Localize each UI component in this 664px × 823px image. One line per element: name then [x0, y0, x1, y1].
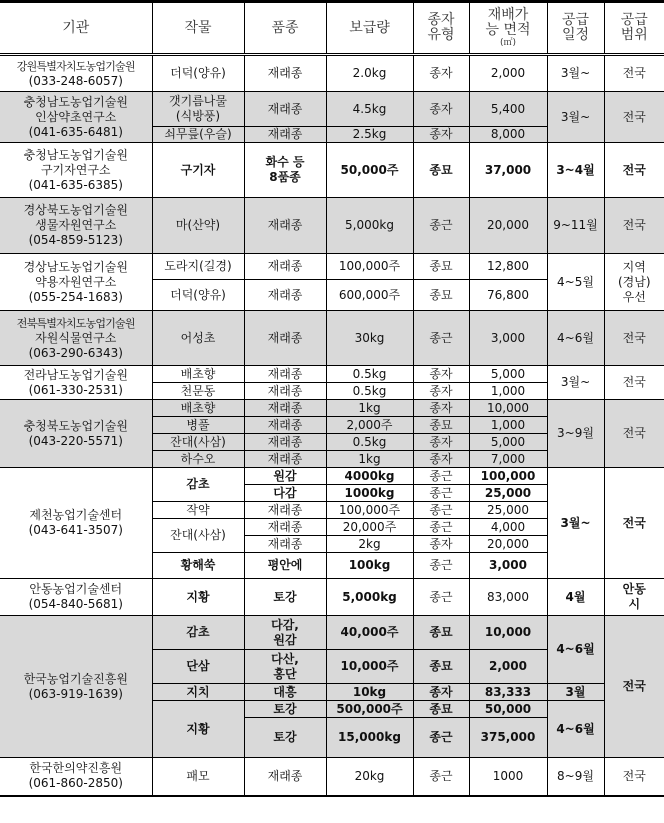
scope-cell: 전국 — [604, 198, 664, 254]
agency-cell — [0, 198, 152, 254]
type-cell: 종근 — [413, 468, 469, 485]
variety-cell: 다감 — [244, 485, 326, 502]
variety-cell: 재래종 — [244, 198, 326, 254]
variety-line1: 다감, — [271, 617, 299, 632]
variety-cell — [244, 650, 326, 684]
scope-cell: 전국 — [604, 616, 664, 758]
crop-cell: 천문동 — [152, 383, 244, 400]
scope-line2: (경남) — [617, 274, 651, 289]
type-cell: 종자 — [413, 451, 469, 468]
header-schedule-line2: 일정 — [561, 27, 590, 43]
variety-cell: 토강 — [244, 701, 326, 718]
schedule-cell: 4~6월 — [547, 701, 604, 758]
agency-subname: 자원식물연구소 — [35, 330, 117, 345]
agency-tel: (043-641-3507) — [28, 523, 123, 537]
header-crop: 작물 — [152, 2, 244, 55]
variety-cell: 재래종 — [244, 502, 326, 519]
type-cell: 종근 — [413, 553, 469, 579]
variety-cell: 재래종 — [244, 451, 326, 468]
variety-cell: 재래종 — [244, 55, 326, 92]
amount-cell: 10,000주 — [326, 650, 413, 684]
area-cell: 50,000 — [469, 701, 547, 718]
agency-cell — [0, 468, 152, 579]
crop-cell: 지황 — [152, 701, 244, 758]
agency-cell — [0, 311, 152, 366]
scope-cell — [604, 254, 664, 311]
header-agency: 기관 — [0, 2, 152, 55]
type-cell: 종묘 — [413, 143, 469, 198]
variety-line2: 홍단 — [273, 666, 297, 681]
type-cell: 종자 — [413, 55, 469, 92]
header-scope-line2: 범위 — [620, 27, 648, 43]
agency-name: 충청남도농업기술원 — [23, 94, 128, 109]
agency-name: 전라남도농업기술원 — [23, 367, 128, 382]
agency-name: 경상남도농업기술원 — [23, 259, 128, 274]
amount-cell: 1000kg — [326, 485, 413, 502]
area-cell: 1,000 — [469, 417, 547, 434]
type-cell: 종근 — [413, 485, 469, 502]
crop-cell — [152, 92, 244, 127]
type-cell: 종묘 — [413, 280, 469, 311]
variety-cell: 재래종 — [244, 366, 326, 383]
agency-subname: 약용자원연구소 — [35, 274, 117, 289]
variety-cell: 토강 — [244, 718, 326, 758]
agency-cell — [0, 400, 152, 468]
area-cell: 12,800 — [469, 254, 547, 280]
crop-cell: 감초 — [152, 616, 244, 650]
type-cell: 종근 — [413, 579, 469, 616]
amount-cell: 0.5kg — [326, 434, 413, 451]
agency-cell — [0, 254, 152, 311]
amount-cell: 4.5kg — [326, 92, 413, 127]
crop-cell: 마(산약) — [152, 198, 244, 254]
agency-tel: (041-635-6481) — [28, 124, 123, 139]
schedule-cell: 4~6월 — [547, 616, 604, 684]
variety-line1: 화수 등 — [265, 155, 305, 169]
table-row — [0, 254, 664, 280]
header-area — [469, 2, 547, 55]
variety-cell — [244, 143, 326, 198]
header-area-unit: (㎡) — [499, 37, 517, 48]
table-row — [0, 92, 664, 127]
crop-cell: 하수오 — [152, 451, 244, 468]
scope-cell: 전국 — [604, 311, 664, 366]
variety-line1: 다산, — [271, 651, 299, 666]
variety-cell: 재래종 — [244, 417, 326, 434]
type-cell: 종묘 — [413, 650, 469, 684]
area-cell: 5,000 — [469, 366, 547, 383]
amount-cell: 2kg — [326, 536, 413, 553]
agency-name: 제천농업기술센터 — [29, 508, 123, 522]
table-row — [0, 579, 664, 616]
schedule-cell: 3월 — [547, 684, 604, 701]
area-cell: 4,000 — [469, 519, 547, 536]
variety-cell: 토강 — [244, 579, 326, 616]
crop-cell: 도라지(길경) — [152, 254, 244, 280]
type-cell: 종자 — [413, 434, 469, 451]
area-cell: 3,000 — [469, 311, 547, 366]
crop-cell: 잔대(사삼) — [152, 519, 244, 553]
agency-cell — [0, 366, 152, 400]
agency-name: 전북특별자치도농업기술원 — [16, 316, 135, 330]
table-row — [0, 758, 664, 796]
area-cell: 10,000 — [469, 400, 547, 417]
area-cell: 100,000 — [469, 468, 547, 485]
area-cell: 375,000 — [469, 718, 547, 758]
type-cell: 종묘 — [413, 701, 469, 718]
variety-line2: 원감 — [273, 632, 297, 647]
crop-cell: 어성초 — [152, 311, 244, 366]
crop-cell: 황해쑥 — [152, 553, 244, 579]
agency-name: 충청북도농업기술원 — [23, 418, 128, 433]
variety-cell: 재래종 — [244, 383, 326, 400]
header-row — [0, 2, 664, 55]
scope-cell: 전국 — [604, 400, 664, 468]
scope-cell: 전국 — [604, 55, 664, 92]
header-schedule — [547, 2, 604, 55]
type-cell: 종자 — [413, 92, 469, 127]
agency-name: 안동농업기술센터 — [29, 582, 123, 596]
schedule-cell: 4월 — [547, 579, 604, 616]
agency-tel: (033-248-6057) — [28, 73, 123, 88]
agency-cell — [0, 55, 152, 92]
header-seed-type-line2: 유형 — [427, 27, 455, 43]
amount-cell: 0.5kg — [326, 366, 413, 383]
crop-cell: 패모 — [152, 758, 244, 796]
amount-cell: 500,000주 — [326, 701, 413, 718]
crop-cell: 단삼 — [152, 650, 244, 684]
variety-cell: 재래종 — [244, 519, 326, 536]
scope-cell: 전국 — [604, 468, 664, 579]
area-cell: 25,000 — [469, 502, 547, 519]
crop-cell: 배초향 — [152, 366, 244, 383]
amount-cell: 4000kg — [326, 468, 413, 485]
schedule-cell: 4~5월 — [547, 254, 604, 311]
crop-cell: 배초향 — [152, 400, 244, 417]
amount-cell: 1kg — [326, 400, 413, 417]
agency-cell — [0, 579, 152, 616]
table-row — [0, 143, 664, 198]
amount-cell: 20kg — [326, 758, 413, 796]
amount-cell: 1kg — [326, 451, 413, 468]
scope-cell: 전국 — [604, 366, 664, 400]
crop-cell: 작약 — [152, 502, 244, 519]
agency-tel: (061-860-2850) — [28, 776, 123, 791]
agency-cell — [0, 143, 152, 198]
crop-cell: 지황 — [152, 579, 244, 616]
variety-cell: 재래종 — [244, 280, 326, 311]
header-seed-type-line1: 종자 — [427, 12, 455, 28]
schedule-cell: 3월~ — [547, 92, 604, 143]
amount-cell: 40,000주 — [326, 616, 413, 650]
area-cell: 20,000 — [469, 536, 547, 553]
agency-tel: (055-254-1683) — [28, 289, 123, 304]
table-row — [0, 616, 664, 650]
variety-cell — [244, 616, 326, 650]
type-cell: 종근 — [413, 198, 469, 254]
amount-cell: 10kg — [326, 684, 413, 701]
header-variety: 품종 — [244, 2, 326, 55]
area-cell: 25,000 — [469, 485, 547, 502]
agency-tel: (061-330-2531) — [28, 382, 123, 397]
agency-subname: 구기자연구소 — [40, 162, 111, 177]
scope-line1: 안동 — [622, 582, 646, 596]
header-scope — [604, 2, 664, 55]
header-supply-amount: 보급량 — [326, 2, 413, 55]
table-row — [0, 55, 664, 92]
schedule-cell: 4~6월 — [547, 311, 604, 366]
variety-cell: 재래종 — [244, 311, 326, 366]
variety-cell: 평안에 — [244, 553, 326, 579]
schedule-cell: 8~9월 — [547, 758, 604, 796]
schedule-cell: 9~11월 — [547, 198, 604, 254]
agency-subname: 인삼약초연구소 — [35, 109, 117, 124]
area-cell: 37,000 — [469, 143, 547, 198]
amount-cell: 50,000주 — [326, 143, 413, 198]
agency-tel: (054-840-5681) — [28, 597, 123, 611]
type-cell: 종근 — [413, 502, 469, 519]
header-area-line1: 재배가 — [487, 6, 529, 23]
type-cell: 종묘 — [413, 254, 469, 280]
type-cell: 종근 — [413, 519, 469, 536]
crop-line2: (식방풍) — [175, 109, 221, 123]
agency-subname: 생물자원연구소 — [35, 218, 117, 232]
amount-cell: 30kg — [326, 311, 413, 366]
amount-cell: 100kg — [326, 553, 413, 579]
area-cell: 10,000 — [469, 616, 547, 650]
area-cell: 2,000 — [469, 55, 547, 92]
scope-cell — [604, 579, 664, 616]
variety-cell: 재래종 — [244, 536, 326, 553]
type-cell: 종자 — [413, 366, 469, 383]
area-cell: 20,000 — [469, 198, 547, 254]
crop-line1: 갯기름나물 — [169, 94, 227, 108]
variety-cell: 재래종 — [244, 127, 326, 143]
area-cell: 8,000 — [469, 127, 547, 143]
crop-cell: 병풀 — [152, 417, 244, 434]
table-row — [0, 198, 664, 254]
crop-cell: 쇠무릎(우슬) — [152, 127, 244, 143]
type-cell: 종자 — [413, 400, 469, 417]
variety-cell: 재래종 — [244, 400, 326, 417]
variety-cell: 재래종 — [244, 434, 326, 451]
type-cell: 종자 — [413, 127, 469, 143]
header-scope-line1: 공급 — [620, 12, 648, 28]
variety-cell: 재래종 — [244, 254, 326, 280]
scope-line3: 우선 — [622, 289, 646, 304]
agency-cell — [0, 92, 152, 143]
amount-cell: 5,000kg — [326, 198, 413, 254]
agency-tel: (041-635-6385) — [28, 177, 123, 192]
table-row — [0, 468, 664, 485]
table-row — [0, 400, 664, 417]
agency-name: 강원특별자치도농업기술원 — [16, 59, 135, 73]
area-cell: 76,800 — [469, 280, 547, 311]
scope-line1: 지역 — [622, 259, 646, 274]
variety-cell: 재래종 — [244, 92, 326, 127]
area-cell: 1000 — [469, 758, 547, 796]
crop-cell: 지치 — [152, 684, 244, 701]
amount-cell: 2.0kg — [326, 55, 413, 92]
header-area-line2: 능 면적 — [485, 21, 531, 38]
agency-cell — [0, 758, 152, 796]
schedule-cell: 3월~ — [547, 468, 604, 579]
scope-cell: 전국 — [604, 92, 664, 143]
agency-name: 경상북도농업기술원 — [23, 203, 128, 217]
area-cell: 7,000 — [469, 451, 547, 468]
crop-cell: 더덕(양유) — [152, 280, 244, 311]
type-cell: 종자 — [413, 383, 469, 400]
crop-cell: 감초 — [152, 468, 244, 502]
amount-cell: 5,000kg — [326, 579, 413, 616]
variety-cell: 대흥 — [244, 684, 326, 701]
scope-cell: 전국 — [604, 758, 664, 796]
area-cell: 83,000 — [469, 579, 547, 616]
table-row — [0, 311, 664, 366]
amount-cell: 100,000주 — [326, 254, 413, 280]
type-cell: 종묘 — [413, 417, 469, 434]
variety-cell: 원감 — [244, 468, 326, 485]
type-cell: 종근 — [413, 718, 469, 758]
area-cell: 5,400 — [469, 92, 547, 127]
area-cell: 2,000 — [469, 650, 547, 684]
amount-cell: 20,000주 — [326, 519, 413, 536]
agency-name: 한국농업기술진흥원 — [23, 671, 128, 686]
scope-cell: 전국 — [604, 143, 664, 198]
amount-cell: 2.5kg — [326, 127, 413, 143]
header-seed-type — [413, 2, 469, 55]
type-cell: 종자 — [413, 684, 469, 701]
type-cell: 종근 — [413, 758, 469, 796]
agency-name: 한국한의약진흥원 — [29, 761, 123, 776]
schedule-cell: 3~4월 — [547, 143, 604, 198]
amount-cell: 2,000주 — [326, 417, 413, 434]
amount-cell: 100,000주 — [326, 502, 413, 519]
amount-cell: 0.5kg — [326, 383, 413, 400]
crop-cell: 구기자 — [152, 143, 244, 198]
amount-cell: 15,000kg — [326, 718, 413, 758]
agency-tel: (054-859-5123) — [28, 233, 123, 247]
amount-cell: 600,000주 — [326, 280, 413, 311]
scope-line2: 시 — [628, 597, 641, 611]
schedule-cell: 3월~ — [547, 55, 604, 92]
area-cell: 1,000 — [469, 383, 547, 400]
area-cell: 3,000 — [469, 553, 547, 579]
type-cell: 종자 — [413, 536, 469, 553]
agency-cell — [0, 616, 152, 758]
agency-tel: (043-220-5571) — [28, 433, 123, 448]
agency-tel: (063-290-6343) — [28, 345, 123, 360]
schedule-cell: 3월~ — [547, 366, 604, 400]
variety-line2: 8품종 — [269, 170, 301, 184]
area-cell: 5,000 — [469, 434, 547, 451]
schedule-cell: 3~9월 — [547, 400, 604, 468]
crop-cell: 잔대(사삼) — [152, 434, 244, 451]
type-cell: 종묘 — [413, 616, 469, 650]
header-schedule-line1: 공급 — [561, 12, 590, 28]
agency-tel: (063-919-1639) — [28, 686, 123, 701]
crop-cell: 더덕(양유) — [152, 55, 244, 92]
type-cell: 종근 — [413, 311, 469, 366]
table-row — [0, 366, 664, 383]
variety-cell: 재래종 — [244, 758, 326, 796]
area-cell: 83,333 — [469, 684, 547, 701]
agency-name: 충청남도농업기술원 — [23, 147, 128, 162]
